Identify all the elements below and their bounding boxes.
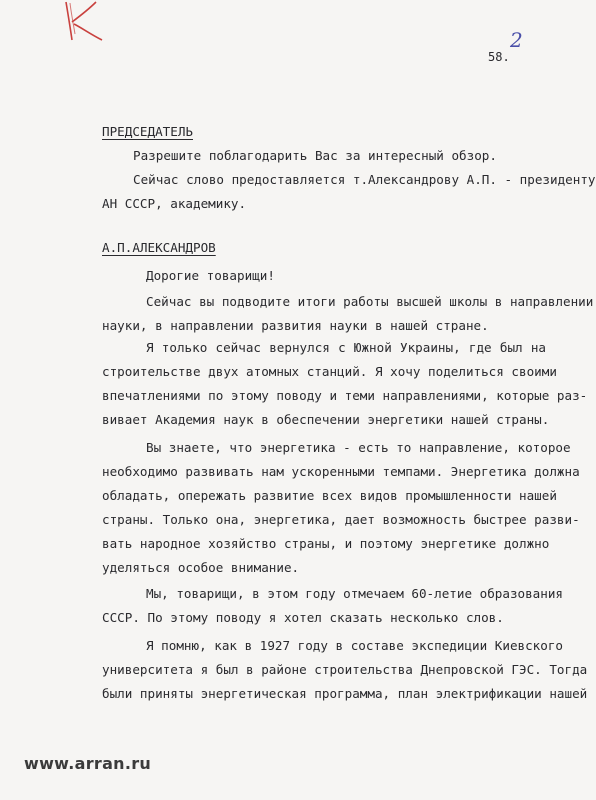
paragraph-line: СССР. По этому поводу я хотел сказать несколько слов. (102, 610, 504, 625)
paragraph-line: Разрешите поблагодарить Вас за интересный обзор. (133, 148, 497, 163)
paragraph-line: впечатлениями по этому поводу и теми направлениями, которые раз- (102, 388, 588, 403)
paragraph-line: Я помню, как в 1927 году в составе экспедиции Киевского (146, 638, 564, 653)
paragraph-line: АН СССР, академику. (102, 196, 247, 211)
speaker-label: А.П.АЛЕКСАНДРОВ (102, 240, 216, 255)
paragraph-line: Я только сейчас вернулся с Южной Украины, где был на (146, 340, 546, 355)
paragraph-line: Вы знаете, что энергетика - есть то направление, которое (146, 440, 571, 455)
paragraph-line: необходимо развивать нам ускоренными темпами. Энергетика должна (102, 464, 580, 479)
paragraph-line: строительстве двух атомных станций. Я хочу поделиться своими (102, 364, 557, 379)
page-number: 58. (488, 50, 510, 64)
paragraph-line: вивает Академия наук в обеспечении энергетики нашей страны. (102, 412, 550, 427)
paragraph-line: были приняты энергетическая программа, план электрификации нашей (102, 686, 588, 701)
paragraph-line: страны. Только она, энергетика, дает возможность быстрее разви- (102, 512, 580, 527)
paragraph-line: науки, в направлении развития науки в нашей стране. (102, 318, 489, 333)
handwritten-page-number: 2 (510, 28, 523, 52)
paragraph-line: обладать, опережать развитие всех видов промышленности нашей (102, 488, 557, 503)
paragraph-line: Мы, товарищи, в этом году отмечаем 60-летие образования (146, 586, 564, 601)
pencil-mark (58, 0, 106, 42)
paragraph-line: университета я был в районе строительства Днепровской ГЭС. Тогда (102, 662, 588, 677)
paragraph-line: вать народное хозяйство страны, и поэтому энергетике должно (102, 536, 550, 551)
paragraph-line: Сейчас вы подводите итоги работы высшей школы в направлении (146, 294, 594, 309)
greeting-line: Дорогие товарищи! (146, 268, 275, 283)
paragraph-line: уделяться особое внимание. (102, 560, 300, 575)
site-watermark: www.arran.ru (24, 754, 152, 773)
paragraph-line: Сейчас слово предоставляется т.Александрову А.П. - президенту (133, 172, 596, 187)
speaker-label: ПРЕДСЕДАТЕЛЬ (102, 124, 193, 139)
